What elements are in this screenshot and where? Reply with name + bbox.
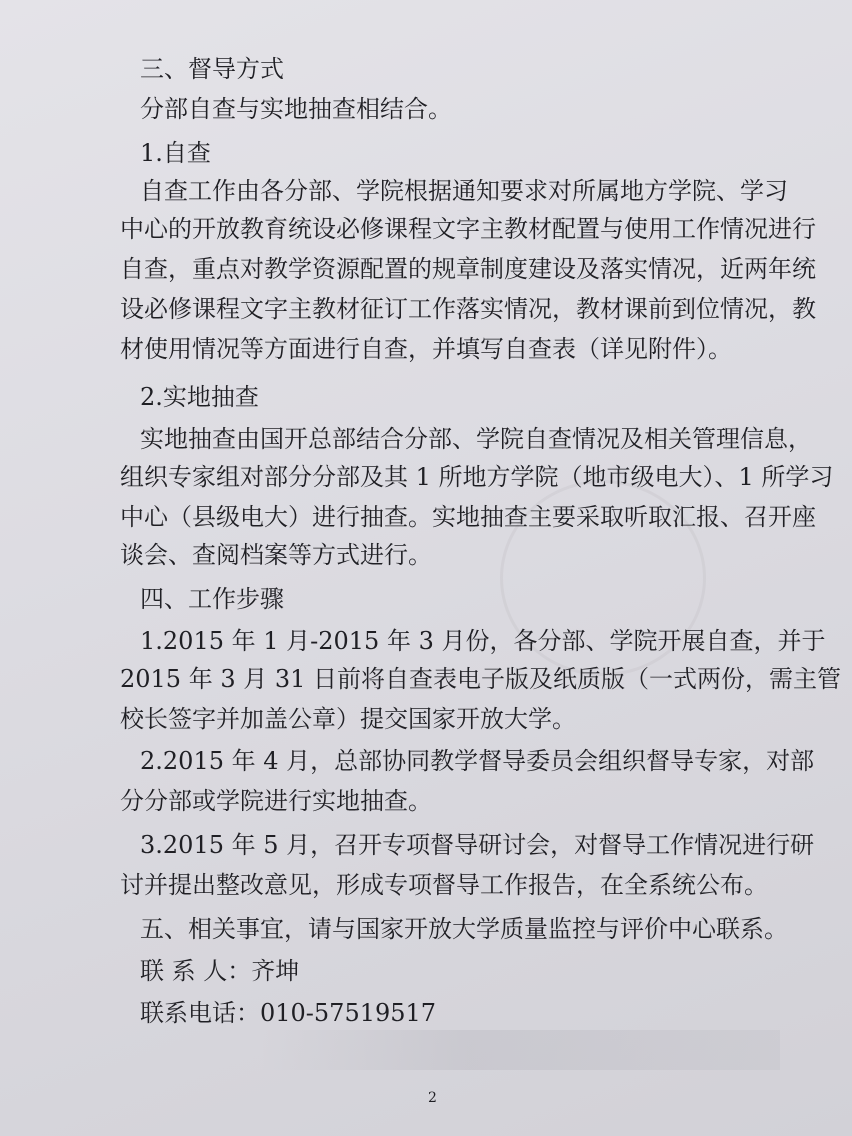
paragraph-line: 2015 年 3 月 31 日前将自查表电子版及纸质版（一式两份，需主管 bbox=[120, 665, 842, 693]
paragraph-line: 讨并提出整改意见，形成专项督导工作报告，在全系统公布。 bbox=[120, 871, 768, 899]
section-5-line: 五、相关事宜，请与国家开放大学质量监控与评价中心联系。 bbox=[140, 915, 788, 943]
paragraph-line: 自查，重点对教学资源配置的规章制度建设及落实情况，近两年统 bbox=[120, 255, 816, 283]
paragraph-line: 分分部或学院进行实地抽查。 bbox=[120, 787, 432, 815]
paragraph-line: 设必修课程文字主教材征订工作落实情况，教材课前到位情况，教 bbox=[120, 295, 816, 323]
contact-phone: 联系电话：010-57519517 bbox=[140, 999, 437, 1027]
contact-person: 联 系 人：齐坤 bbox=[140, 957, 300, 985]
paragraph-line: 1.2015 年 1 月-2015 年 3 月份，各分部、学院开展自查，并于 bbox=[140, 627, 826, 655]
paragraph-line: 组织专家组对部分分部及其 1 所地方学院（地市级电大）、1 所学习 bbox=[120, 463, 834, 491]
paragraph-line: 中心的开放教育统设必修课程文字主教材配置与使用工作情况进行 bbox=[120, 215, 816, 243]
footer-shadow bbox=[260, 1030, 780, 1070]
paragraph-line: 2.2015 年 4 月，总部协同教学督导委员会组织督导专家，对部 bbox=[140, 747, 815, 775]
paragraph-line: 材使用情况等方面进行自查，并填写自查表（详见附件）。 bbox=[120, 335, 732, 363]
page-number: 2 bbox=[428, 1090, 437, 1106]
paragraph-line: 校长签字并加盖公章）提交国家开放大学。 bbox=[120, 705, 576, 733]
section-3-2-heading: 2.实地抽查 bbox=[140, 383, 259, 411]
paragraph-line: 谈会、查阅档案等方式进行。 bbox=[120, 541, 432, 569]
section-3-heading: 三、督导方式 bbox=[140, 55, 284, 83]
paragraph-line: 3.2015 年 5 月，召开专项督导研讨会，对督导工作情况进行研 bbox=[140, 831, 815, 859]
section-3-intro: 分部自查与实地抽查相结合。 bbox=[140, 95, 452, 123]
section-3-1-heading: 1.自查 bbox=[140, 139, 211, 167]
section-4-heading: 四、工作步骤 bbox=[140, 585, 284, 613]
paragraph-line: 自查工作由各分部、学院根据通知要求对所属地方学院、学习 bbox=[140, 177, 788, 205]
paragraph-line: 中心（县级电大）进行抽查。实地抽查主要采取听取汇报、召开座 bbox=[120, 503, 816, 531]
paragraph-line: 实地抽查由国开总部结合分部、学院自查情况及相关管理信息， bbox=[140, 425, 812, 453]
